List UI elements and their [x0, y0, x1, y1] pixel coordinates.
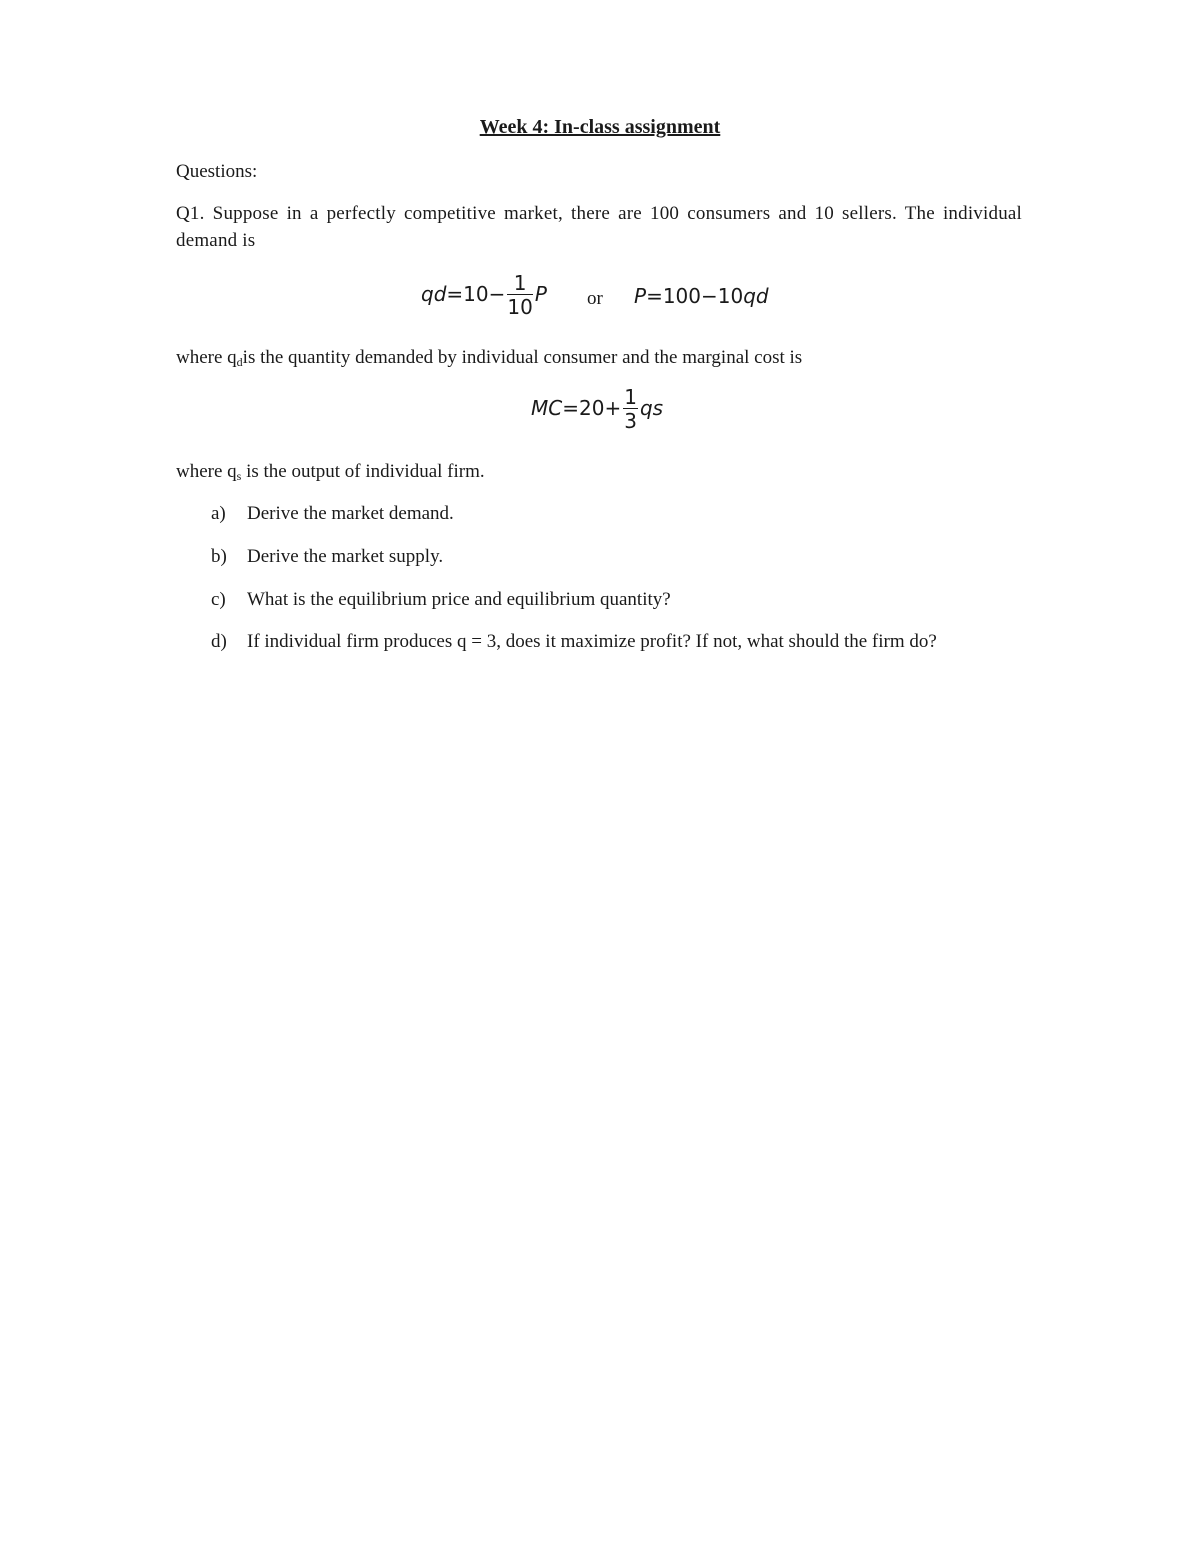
item-label: a) — [211, 503, 226, 524]
item-label: d) — [211, 631, 227, 652]
q1-intro: Q1. Suppose in a perfectly competitive market, there are 100 consumers and 10 sellers. The individual demand is — [176, 203, 1022, 251]
mc-fraction: $\frac{1}{3}$ — [624, 385, 637, 433]
item-text: If individual firm produces q = 3, does it maximize profit? If not, what should the firm do? — [247, 631, 937, 652]
page-title: Week 4: In-class assignment — [479, 116, 721, 138]
list-item — [211, 628, 1022, 655]
list-item — [211, 586, 1022, 613]
item-label: c) — [211, 589, 226, 610]
list-item — [211, 500, 1022, 527]
list-item — [211, 543, 1022, 570]
mc-formula: MC=20+ $\frac{1}{3}$ qs — [531, 385, 664, 433]
or-text: or — [587, 288, 603, 309]
item-text: Derive the market supply. — [247, 546, 444, 567]
questions-heading: Questions: — [176, 161, 258, 182]
mc-equation — [0, 386, 1200, 438]
demand-formula: qd=10− $\frac{1}{10}$ P — [421, 271, 547, 319]
demand-inverse-formula: P=100−10qd — [634, 284, 769, 308]
supply-note: where $q_s$ is the output of individual firm. — [176, 461, 485, 483]
demand-note: where $q_dis$ the quantity demanded by individual consumer and the marginal cost is — [176, 347, 803, 369]
item-text: Derive the market demand. — [247, 503, 454, 524]
item-label: b) — [211, 546, 227, 567]
item-text: What is the equilibrium price and equilibrium quantity? — [247, 589, 671, 610]
demand-fraction: $\frac{1}{10}$ — [507, 271, 533, 319]
demand-equation — [0, 272, 1200, 324]
